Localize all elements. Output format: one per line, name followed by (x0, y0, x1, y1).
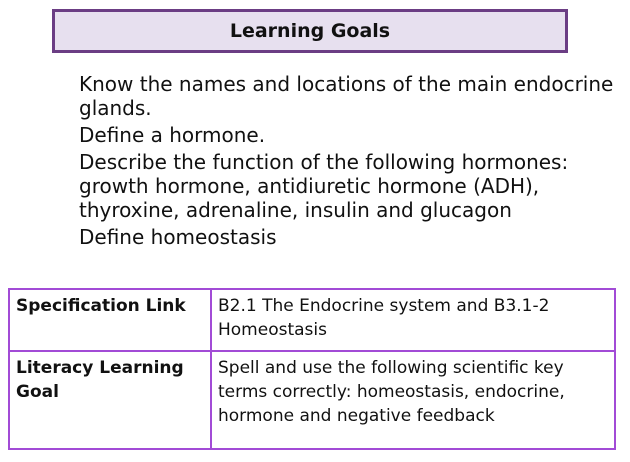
specification-table (8, 288, 616, 450)
specification-link-value: B2.1 The Endocrine system and B3.1-2 Homeostasis (211, 289, 615, 351)
table-row-specification-link (9, 289, 615, 351)
goal-item: Define homeostasis (79, 225, 277, 249)
learning-goals-list (79, 72, 627, 252)
learning-goals-title: Learning Goals (229, 20, 391, 42)
specification-link-label: Specification Link (9, 289, 211, 351)
goal-item: Know the names and locations of the main endocrine glands. (79, 72, 614, 120)
table-row-literacy-goal (9, 351, 615, 449)
literacy-goal-label: Literacy Learning Goal (9, 351, 211, 449)
goal-item: Define a hormone. (79, 123, 266, 147)
learning-goals-header (52, 9, 568, 53)
goal-item: Describe the function of the following hormones: growth hormone, antidiuretic hormone (ADH), thyroxine, adrenaline, insulin and glucagon (79, 150, 569, 222)
literacy-goal-value: Spell and use the following scientific key terms correctly: homeostasis, endocrine, hormone and negative feedback (211, 351, 615, 449)
